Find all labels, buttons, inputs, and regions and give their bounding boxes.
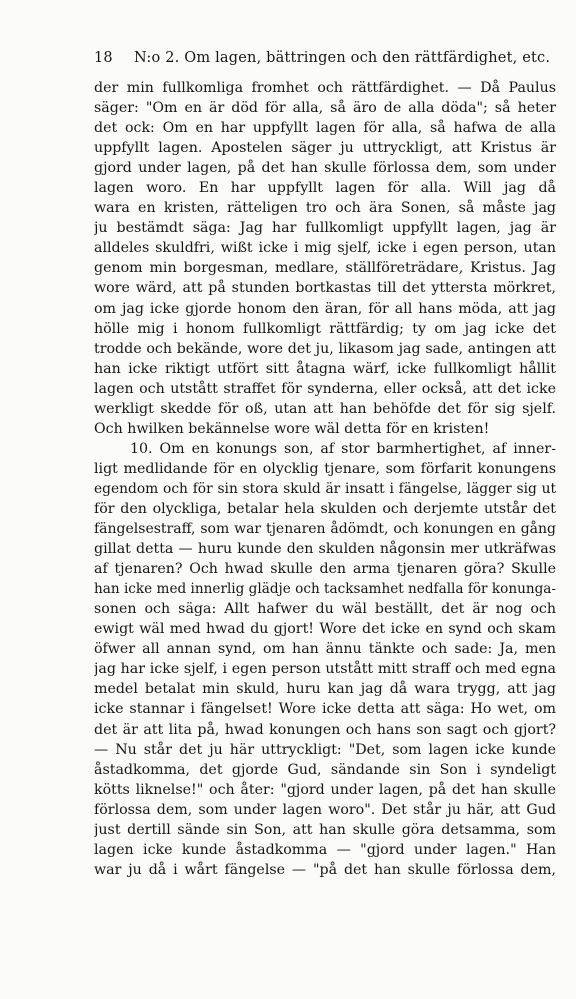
paragraph-start-line: 10. Om en konungs son, af stor barmhertighet, af inner- bbox=[130, 440, 556, 457]
text-line: ju bestämdt säga: Jag har fullkomligt uppfyllt lagen, jag är bbox=[94, 220, 556, 237]
text-line: wore wärd, att på stunden bortkastas till det yttersta mörkret, bbox=[94, 280, 556, 297]
text-line: icke stannar i fängelset! Wore icke detta att säga: Ho wet, om bbox=[94, 701, 556, 718]
text-line: fängelsestraff, som war tjenaren ådömdt, och konungen en gång bbox=[94, 521, 556, 538]
text-line: ewigt wäl med hwad du gjort! Wore det icke en synd och skam bbox=[94, 621, 556, 638]
text-line: gillat detta — huru kunde den skulden någonsin mer utkräfwas bbox=[94, 541, 556, 558]
text-line: han icke med innerlig glädje och tacksamhet nedfalla för konunga- bbox=[94, 581, 556, 598]
body-text bbox=[94, 78, 556, 880]
text-line: der min fullkomliga fromhet och rättfärdighet. — Då Paulus bbox=[94, 80, 556, 96]
text-line: wara en kristen, rätteligen tro och ära Sonen, så måste jag bbox=[94, 200, 556, 217]
text-line: gjord under lagen, på det han skulle förlossa dem, som under bbox=[94, 160, 556, 177]
text-line: trodde och bekände, wore det ju, likasom jag sade, antingen att bbox=[94, 340, 556, 357]
text-line: medel betalat min skuld, huru kan jag då wara trygg, att jag bbox=[94, 681, 556, 698]
text-line: genom min borgesman, medlare, ställföreträdare, Kristus. Jag bbox=[94, 260, 556, 277]
text-line: — Nu står det ju här uttryckligt: "Det, som lagen icke kunde bbox=[94, 741, 556, 758]
page-number: 18 bbox=[94, 50, 113, 66]
text-line: kötts liknelse!" och åter: "gjord under lagen, på det han skulle bbox=[94, 781, 556, 798]
text-line: lagen och utstått straffet för synderna, eller också, att det icke bbox=[94, 380, 556, 397]
text-line: war ju då i wårt fängelse — "på det han skulle förlossa dem, bbox=[94, 861, 556, 878]
text-line: det ock: Om en har uppfyllt lagen för alla, så hafwa de alla bbox=[94, 120, 556, 137]
text-line: lagen woro. En har uppfyllt lagen för alla. Will jag då bbox=[94, 180, 556, 197]
text-line: om jag icke gjorde honom den äran, för all hans möda, att jag bbox=[94, 300, 556, 317]
paragraph-end-line: Och hwilken bekännelse wore wäl detta för en kristen! bbox=[94, 420, 490, 437]
text-line: åstadkomma, det gjorde Gud, sändande sin Son i syndeligt bbox=[94, 761, 556, 778]
text-line: han icke riktigt utfört sitt åtagna wärf, icke fullkomligt hållit bbox=[94, 360, 556, 377]
text-line: lagen icke kunde åstadkomma — "gjord under lagen." Han bbox=[94, 841, 556, 858]
text-line: alldeles skuldfri, wißt icke i mig sjelf, icke i egen person, utan bbox=[94, 240, 556, 257]
text-line: säger: "Om en är död för alla, så äro de alla döda"; så heter bbox=[94, 100, 556, 117]
text-line: det är att lita på, hwad konungen och hans son sagt och gjort? bbox=[94, 721, 556, 738]
text-line: hölle mig i honom fullkomligt rättfärdig; ty om jag icke det bbox=[94, 320, 556, 337]
text-line: sonen och säga: Allt hafwer du wäl beställt, det är nog och bbox=[94, 601, 556, 618]
text-line: egendom och för sin stora skuld är insatt i fängelse, lägger sig ut bbox=[94, 480, 556, 497]
running-title: N:o 2. Om lagen, bättringen och den rättfärdighet, etc. bbox=[134, 50, 551, 66]
text-line: just dertill sände sin Son, att han skulle göra detsamma, som bbox=[94, 821, 556, 838]
running-header bbox=[94, 50, 554, 66]
text-line: jag har icke sjelf, i egen person utstått mitt straff och med egna bbox=[94, 661, 556, 678]
text-line: för den olyckliga, betalar hela skulden och derjemte utstår det bbox=[94, 500, 556, 517]
text-line: ligt medlidande för en olycklig tjenare, som förfarit konungens bbox=[94, 460, 556, 477]
text-line: werkligt skedde för oß, utan att han behöfde det för sig sjelf. bbox=[94, 400, 556, 417]
text-line: uppfyllt lagen. Apostelen säger ju uttryckligt, att Kristus är bbox=[94, 140, 556, 157]
text-line: af tjenaren? Och hwad skulle den arma tjenaren göra? Skulle bbox=[94, 561, 556, 578]
text-line: öfwer all annan synd, om han ännu tänkte och sade: Ja, men bbox=[94, 641, 556, 658]
text-line: förlossa dem, som under lagen woro". Det står ju här, att Gud bbox=[94, 801, 556, 818]
